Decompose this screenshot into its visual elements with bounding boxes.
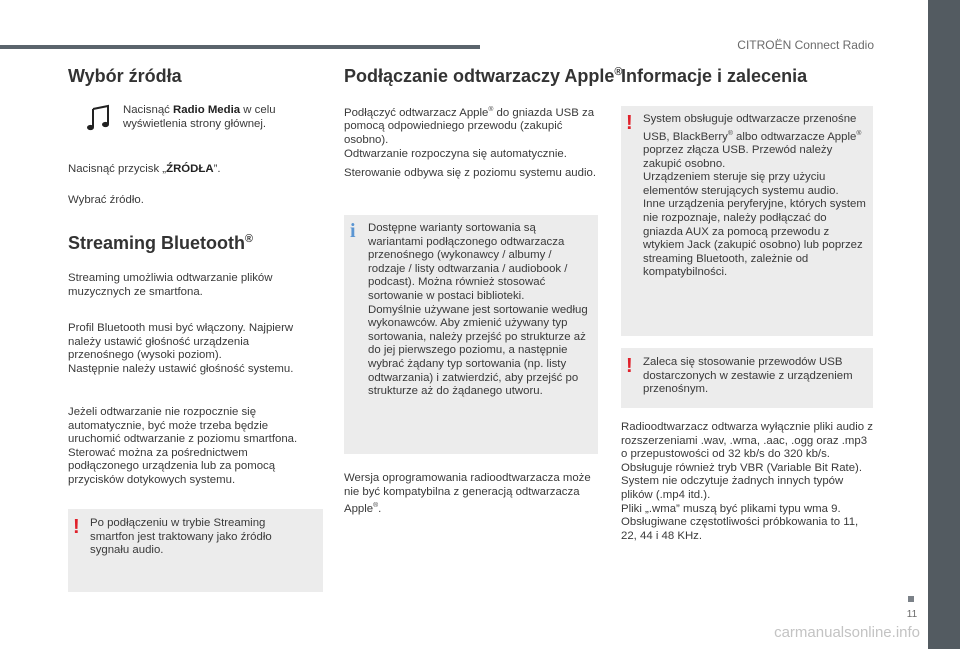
section-title-bluetooth [68, 233, 253, 254]
usb-warn-a: System obsługuje odtwarzacze przenośne USB, BlackBerry [643, 113, 857, 143]
info-text-sorting [368, 222, 592, 399]
apple-p3-sup: ® [373, 502, 379, 510]
step-choose-source: Wybrać źródło. [68, 194, 144, 206]
warning-box-cables [621, 348, 873, 408]
watermark: carmanualsonline.info [774, 624, 920, 641]
page-number: 11 [906, 609, 918, 620]
usb-warn-b: albo odtwarzacze Apple [732, 130, 857, 143]
warning-exclamation-icon: ! [626, 112, 633, 134]
apple-p1b: do gniazda USB za pomocą odpowiedniego przewodu (zakupić osobno). [344, 106, 595, 146]
music-note-icon [86, 104, 112, 132]
usb-warn-d: Urządzeniem steruje się przy użyciu elementów sterujących systemu audio. [643, 171, 839, 197]
step2-post: ”. [213, 163, 221, 175]
bluetooth-paragraph-1: Streaming umożliwia odtwarzanie plików muzycznych ze smartfona. [68, 272, 273, 298]
step-press-sources [68, 163, 323, 177]
usb-warn-c: poprzez złącza USB. Przewód należy zakupić osobno. [643, 143, 833, 170]
formats-paragraph [621, 421, 873, 543]
warning-text-usb [643, 113, 869, 280]
section-title-info: Informacje i zalecenia [621, 66, 808, 86]
apple-title-text: Podłączanie odtwarzaczy Apple [344, 66, 615, 86]
formats-a: Radioodtwarzacz odtwarza wyłącznie pliki audio z rozszerzeniami .wav, .wma, .aac, .ogg oraz .mp3 o przepustowości od 32 kb/s do 320 kb/s. [621, 421, 873, 461]
section-title-source: Wybór źródła [68, 66, 182, 86]
bluetooth-p2b: Następnie należy ustawić głośność systemu. [68, 362, 294, 375]
warning-exclamation-icon: ! [626, 355, 633, 377]
warning-box-usb [621, 106, 873, 336]
usb-warn-sup2: ® [856, 129, 862, 137]
step1-post: w celu wyświetlenia strony głównej. [123, 104, 276, 130]
apple-paragraph-3 [344, 472, 598, 517]
bluetooth-title-sup: ® [245, 233, 253, 245]
formats-d: Pliki „.wma” muszą być plikami typu wma 9. [621, 502, 841, 515]
info-icon: i [350, 220, 356, 242]
radio-media-label: Radio Media [173, 104, 241, 116]
apple-paragraph-1 [344, 103, 598, 161]
side-tab [928, 0, 960, 649]
apple-p1a: Podłączyć odtwarzacz Apple [344, 106, 489, 119]
bluetooth-title-text: Streaming Bluetooth [68, 233, 246, 253]
step2-pre: Nacisnąć przycisk „ [68, 163, 167, 175]
apple-p1c: Odtwarzanie rozpoczyna się automatycznie. [344, 147, 567, 160]
apple-title-sup: ® [614, 66, 623, 78]
section-title-apple [344, 66, 622, 87]
bluetooth-paragraph-3: Jeżeli odtwarzanie nie rozpocznie się automatycznie, być może trzeba będzie uruchomić odtwarzanie z poziomu smartfona. Sterować można za pośrednictwem podłączonego urządzenia lub za pomocą przycisków dotykowych systemu. [68, 406, 298, 486]
warning-exclamation-icon: ! [73, 516, 80, 538]
header-brand: CITROËN Connect Radio [737, 38, 874, 52]
apple-p1-sup: ® [488, 106, 494, 113]
apple-paragraph-2: Sterowanie odbywa się z poziomu systemu audio. [344, 167, 596, 179]
formats-b: Obsługuje również tryb VBR (Variable Bit Rate). [621, 461, 862, 474]
info-text-a: Dostępne warianty sortowania są wariantami podłączonego odtwarzacza przenośnego (wykonawcy / albumy / rodzaje / listy odtwarzania / audiobook / podcast). Można również stosować sortowanie w postaci biblioteki. [368, 222, 568, 302]
info-box-sorting [344, 215, 598, 454]
page-dot [908, 596, 914, 602]
bluetooth-p2a: Profil Bluetooth musi być włączony. Najpierw należy ustawić głośność urządzenia przenośnego (wysoki poziom). [68, 322, 294, 362]
formats-e: Obsługiwane częstotliwości próbkowania to 11, 22, 44 i 48 KHz. [621, 516, 859, 542]
sources-label: ŹRÓDŁA [166, 163, 214, 175]
header-rule [0, 45, 480, 49]
apple-p3b: . [378, 502, 382, 515]
info-text-b: Domyślnie używane jest sortowanie według wykonawców. Aby zmienić używany typ sortowania, należy przejść po strukturze aż do jej pierwszego poziomu, a następnie wybrać żądany typ sortowania (np. listy odtwarzania) i zatwierdzić, aby przejść po strukturze aż do żądanego utworu. [368, 303, 588, 398]
step-press-radio-media [123, 104, 323, 131]
usb-warn-sup1: ® [727, 129, 733, 137]
formats-c: System nie odczytuje żadnych innych typów plików (.mp4 itd.). [621, 475, 844, 501]
warning-box-streaming [68, 509, 323, 592]
apple-p3a: Wersja oprogramowania radioodtwarzacza może nie być kompatybilna z generacją odtwarzacza Apple [344, 472, 591, 515]
usb-warn-e: Inne urządzenia peryferyjne, których system nie rozpoznaje, należy podłączać do gniazda AUX za pomocą przewodu z wtykiem Jack (zakupić osobno) lub poprzez streaming Bluetooth, zależnie od kompatybilności. [643, 198, 866, 279]
warning-text-cables: Zaleca się stosowanie przewodów USB dostarczonych w zestawie z urządzeniem przenośnym. [643, 356, 853, 396]
warning-text-streaming: Po podłączeniu w trybie Streaming smartfon jest traktowany jako źródło sygnału audio. [90, 517, 272, 557]
step1-pre: Nacisnąć [123, 104, 174, 116]
bluetooth-paragraph-2 [68, 322, 318, 376]
